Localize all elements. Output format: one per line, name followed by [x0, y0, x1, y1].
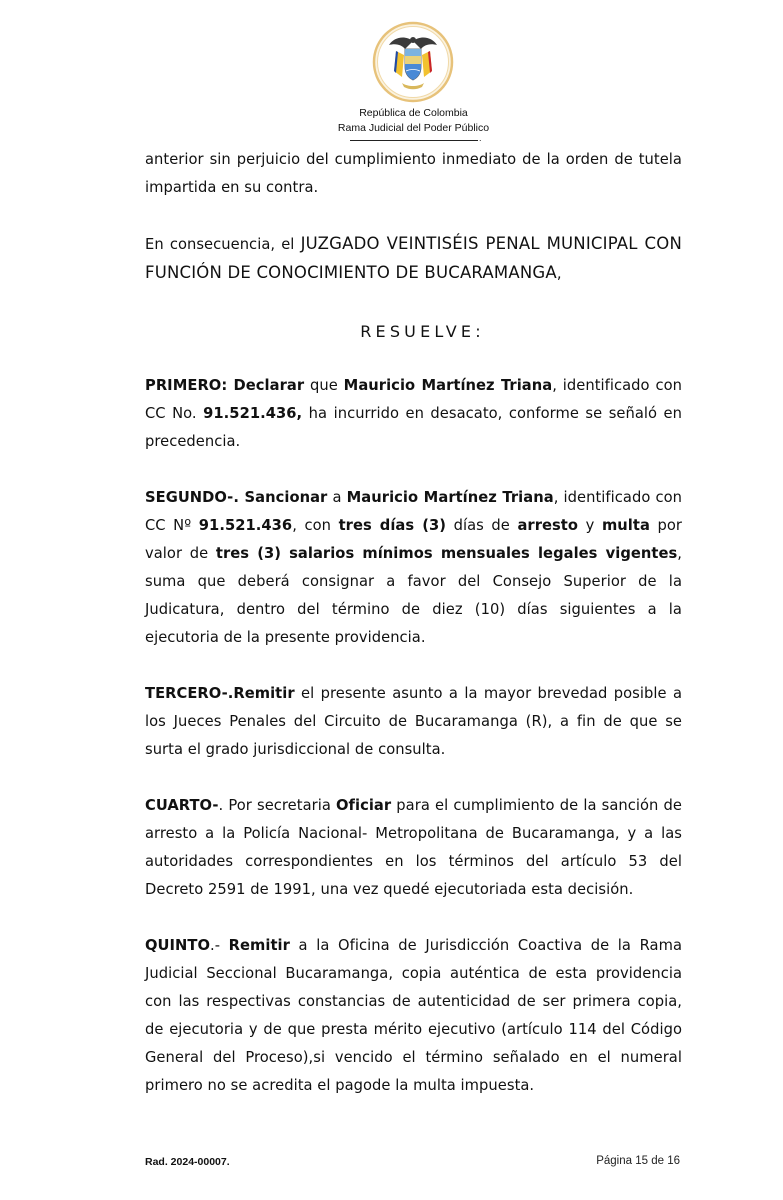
- segundo-multa: multa: [601, 517, 650, 534]
- segundo-text-5: y: [578, 517, 602, 534]
- footer-radicado: Rad. 2024-00007.: [145, 1156, 230, 1168]
- court-suffix: ,: [556, 265, 562, 282]
- primero-cc: 91.521.436,: [203, 405, 303, 422]
- segundo-text-2: , identificado con CC Nº: [145, 489, 682, 534]
- paragraph-primero: [145, 372, 682, 456]
- quinto-text: a la Oficina de Jurisdicción Coactiva de la Rama Judicial Seccional Bucaramanga, copia auténtica de esta providencia con las respectivas constancias de autenticidad de ser primera copia, de ejecutoria y de que presta mérito ejecutivo (artículo 114 del Código General del Proceso),si vencido el término señalado en el numeral primero no se acredita el pagode la multa impuesta.: [145, 937, 682, 1094]
- footer-page-number: Página 15 de 16: [596, 1155, 680, 1167]
- cuarto-label: CUARTO-: [145, 797, 219, 814]
- segundo-days: tres días (3): [338, 517, 446, 534]
- header-country: República de Colombia: [359, 107, 468, 119]
- paragraph-continuation: anterior sin perjuicio del cumplimiento inmediato de la orden de tutela impartida en su contra.: [145, 151, 682, 196]
- primero-label: PRIMERO: Declarar: [145, 377, 305, 394]
- paragraph-quinto: [145, 932, 682, 1100]
- primero-name: Mauricio Martínez Triana: [343, 377, 553, 394]
- segundo-arresto: arresto: [517, 517, 579, 534]
- header-divider: [350, 140, 478, 141]
- cuarto-text: para el cumplimiento de la sanción de arresto a la Policía Nacional- Metropolitana de Bucaramanga, y a las autoridades correspondientes en los términos del artículo 53 del Decreto 2591 de 1991, una vez quedé ejecutoriada esta decisión.: [145, 797, 682, 898]
- primero-text-1: que: [304, 377, 344, 394]
- header-branch: Rama Judicial del Poder Público: [337, 122, 490, 134]
- segundo-text-6: por valor de: [145, 517, 682, 562]
- paragraph-tercero: [145, 680, 682, 764]
- segundo-label: SEGUNDO-. Sancionar: [145, 489, 328, 506]
- quinto-label: QUINTO: [145, 937, 210, 954]
- paragraph-segundo: [145, 484, 682, 652]
- tercero-verb: Remitir: [233, 685, 295, 702]
- quinto-text-1: .-: [209, 937, 229, 954]
- cuarto-verb: Oficiar: [336, 797, 392, 814]
- paragraph-cuarto: [145, 792, 682, 904]
- tercero-label: TERCERO-.: [145, 685, 234, 702]
- header-divider-dot: .: [479, 133, 482, 143]
- coat-of-arms-seal-icon: [372, 21, 454, 103]
- segundo-salarios: tres (3) salarios mínimos mensuales legales vigentes: [215, 545, 678, 562]
- quinto-verb: Remitir: [228, 937, 290, 954]
- cuarto-text-1: . Por secretaria: [218, 797, 337, 814]
- segundo-text-7: , suma que deberá consignar a favor del Consejo Superior de la Judicatura, dentro del término de diez (10) días siguientes a la ejecutoria de la presente providencia.: [145, 545, 682, 646]
- court-intro: En consecuencia, el: [145, 236, 301, 253]
- segundo-text-3: , con: [292, 517, 339, 534]
- segundo-text-1: a: [327, 489, 347, 506]
- segundo-cc: 91.521.436: [198, 517, 293, 534]
- primero-text-3: ha incurrido en desacato, conforme se señaló en precedencia.: [145, 405, 682, 450]
- resuelve-heading: RESUELVE:: [360, 322, 485, 341]
- segundo-name: Mauricio Martínez Triana: [346, 489, 554, 506]
- paragraph-court: [145, 230, 682, 288]
- primero-text-2: , identificado con CC No.: [145, 377, 682, 422]
- segundo-text-4: días de: [446, 517, 518, 534]
- document-body: [145, 146, 682, 1100]
- court-name: JUZGADO VEINTISÉIS PENAL MUNICIPAL CON FUNCIÓN DE CONOCIMIENTO DE BUCARAMANGA: [145, 234, 682, 282]
- tercero-text: el presente asunto a la mayor brevedad posible a los Jueces Penales del Circuito de Bucaramanga (R), a fin de que se surta el grado jurisdiccional de consulta.: [145, 685, 682, 758]
